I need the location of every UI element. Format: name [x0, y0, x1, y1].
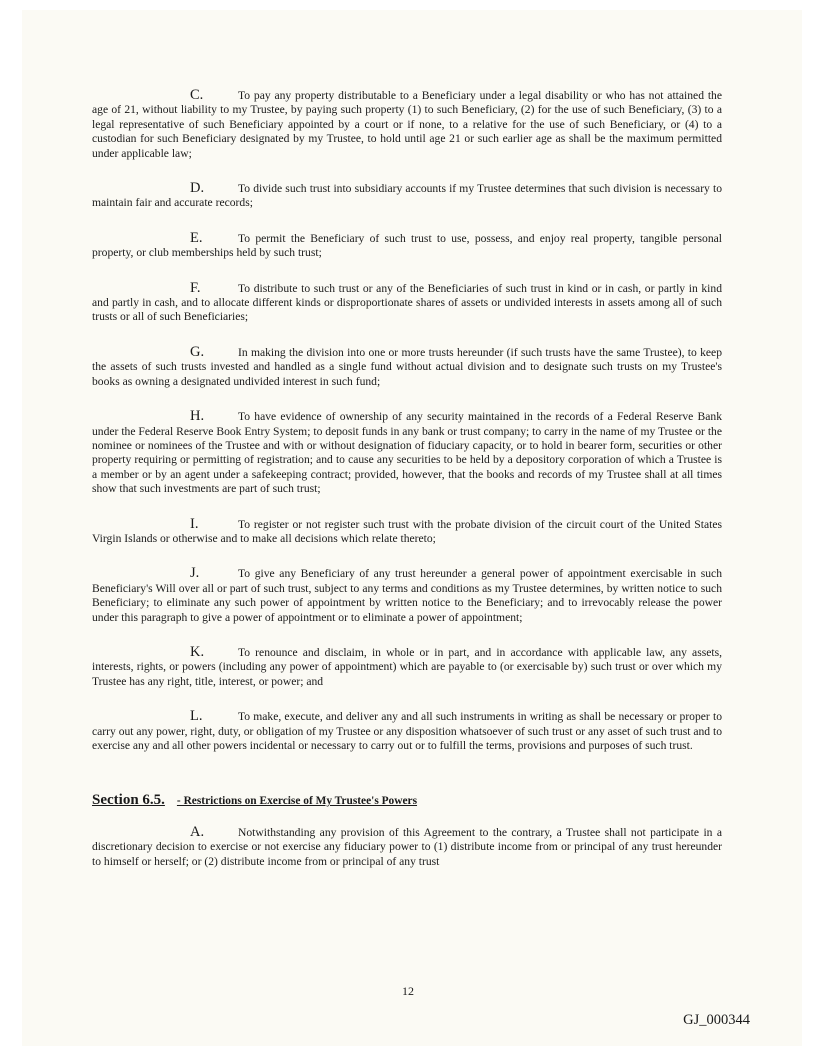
paragraph-text: To give any Beneficiary of any trust hereunder a general power of appointment exercisable in such Beneficiary's Will over all or part of such trust, subject to any terms and conditions as my Trustee determines, by written notice to such Beneficiary; to eliminate any such power of appointment by written notice to the Beneficiary; and to irrevocably release the power under this paragraph to give a power of appointment or to eliminate a power of appointment;: [92, 567, 722, 624]
paragraph-text: To divide such trust into subsidiary accounts if my Trustee determines that such division is necessary to maintain fair and accurate records;: [92, 182, 722, 210]
paragraph-letter: C.: [190, 87, 204, 103]
paragraph-d: [92, 181, 722, 211]
paragraph-text: To have evidence of ownership of any security maintained in the records of a Federal Reserve Bank under the Federal Reserve Book Entry System; to deposit funds in any bank or trust company; to carry in the name of my Trustee or the nominee or nominees of the Trustee and with or without designation of fiduciary capacity, or to hold in bearer form, securities or other property requiring or permitting of registration; and to cause any securities to be held by a depository corporation of which a Trustee is a member or by an agent under a safekeeping contract; provided, however, that the books and records of my Trustee shall at all times show that such investments are part of such trust;: [92, 410, 722, 496]
paragraph-letter: L.: [190, 708, 203, 725]
paragraph-letter: H.: [190, 408, 205, 425]
bates-number: GJ_000344: [683, 1012, 750, 1028]
paragraph-text: To renounce and disclaim, in whole or in part, and in accordance with applicable law, any assets, interests, rights, or powers (including any power of appointment) which are payable to (or exercisable by) such trust or over which my Trustee has any right, title, interest, or power; and: [92, 645, 722, 688]
paragraph-text: To distribute to such trust or any of the Beneficiaries of such trust in kind or in cash, or partly in kind and partly in cash, and to allocate different kinds or disproportionate shares of assets or undivided interests in assets among all of such trusts or all of such Beneficiaries;: [92, 281, 722, 324]
paragraph-f: [92, 281, 722, 325]
paragraph-letter: J.: [190, 565, 200, 582]
paragraph-c: [92, 88, 722, 161]
paragraph-letter: G.: [190, 343, 205, 360]
section-heading: [92, 793, 722, 808]
paragraph-j: [92, 566, 722, 625]
paragraph-h: [92, 409, 722, 496]
paragraph-letter: F.: [190, 279, 201, 296]
paragraph-i: [92, 517, 722, 547]
section-number: Section 6.5.: [92, 792, 165, 809]
document-body: [92, 88, 722, 889]
paragraph-e: [92, 231, 722, 261]
paragraph-k: [92, 645, 722, 689]
page-number: 12: [402, 984, 414, 998]
paragraph-text: To register or not register such trust with the probate division of the circuit court of the United States Virgin Islands or otherwise and to make all decisions which relate thereto;: [92, 517, 722, 545]
section-paragraph-a: [92, 825, 722, 869]
paragraph-text: In making the division into one or more trusts hereunder (if such trusts have the same Trustee), to keep the assets of such trusts invested and handled as a single fund without actual division and to designate such trusts on my Trustee's books as owning a designated undivided interest in such fund;: [92, 345, 722, 388]
paragraph-letter: D.: [190, 180, 205, 197]
paragraph-text: To pay any property distributable to a Beneficiary under a legal disability or who has not attained the age of 21, without liability to my Trustee, by paying such property (1) to such Beneficiary, (2) for the use of such Beneficiary, (3) to a legal representative of such Beneficiary appointed by a court or if none, to a relative for the use of such Beneficiary, or (4) to a custodian for such Beneficiary designated by my Trustee, to hold until age 21 or such earlier age as shall be the maximum permitted under applicable law;: [92, 89, 722, 160]
paragraph-text: To permit the Beneficiary of such trust to use, possess, and enjoy real property, tangible personal property, or club memberships held by such trust;: [92, 231, 722, 260]
paragraph-letter: I.: [190, 515, 199, 532]
paragraph-text: Notwithstanding any provision of this Agreement to the contrary, a Trustee shall not participate in a discretionary decision to exercise or not exercise any fiduciary power to (1) distribute income from or principal of any trust hereunder to himself or herself; or (2) distribute income from or principal of any trust: [92, 825, 722, 868]
paragraph-text: To make, execute, and deliver any and all such instruments in writing as shall be necessary or proper to carry out any power, right, duty, or obligation of my Trustee or any disposition whatsoever of such trust or any asset of such trust and to exercise any and all other powers incidental or necessary to carry out or to fulfill the terms, provisions and purposes of such trust.: [92, 710, 722, 752]
paragraph-letter: A.: [190, 823, 205, 840]
paragraph-l: [92, 709, 722, 753]
section-title: - Restrictions on Exercise of My Trustee's Powers: [176, 795, 418, 808]
paragraph-g: [92, 345, 722, 389]
paragraph-letter: K.: [190, 643, 205, 660]
paragraph-letter: E.: [190, 229, 203, 246]
